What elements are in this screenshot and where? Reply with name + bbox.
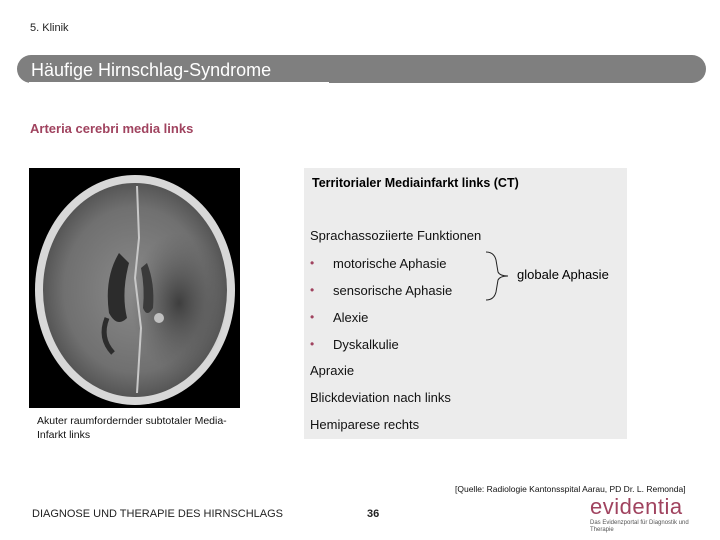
bracket-label: globale Aphasie: [517, 267, 609, 282]
slide-title: Häufige Hirnschlag-Syndrome: [31, 60, 272, 80]
bullet-text: Dyskalkulie: [333, 337, 399, 352]
title-underline: [29, 82, 329, 84]
page-number: 36: [367, 508, 380, 520]
info-line: Hemiparese rechts: [310, 417, 420, 432]
language-functions-heading: Sprachassoziierte Funktionen: [310, 228, 482, 243]
logo-tagline: Das Evidenzportal für Diagnostik und Therapie: [590, 520, 689, 533]
bullet-text: motorische Aphasie: [333, 256, 447, 271]
bullet-marker: •: [310, 310, 315, 324]
footer-title: DIAGNOSE UND THERAPIE DES HIRNSCHLAGS: [32, 508, 284, 520]
bullet-marker: •: [310, 283, 315, 297]
info-box-title: Territorialer Mediainfarkt links (CT): [312, 176, 519, 190]
info-line: Blickdeviation nach links: [310, 390, 451, 405]
bullet-text: sensorische Aphasie: [333, 283, 453, 298]
bullet-text: Alexie: [333, 310, 369, 325]
evidentia-logo: evidentia: [590, 494, 683, 519]
bullet-marker: •: [310, 256, 315, 270]
chapter-label: 5. Klinik: [30, 22, 69, 34]
slide-subtitle: Arteria cerebri media links: [30, 121, 194, 136]
bullet-marker: •: [310, 337, 315, 351]
ct-scan-graphic: [29, 168, 240, 408]
source-citation: [Quelle: Radiologie Kantonsspital Aarau, PD Dr. L. Remonda]: [455, 484, 686, 494]
image-caption: Akuter raumfordernder subtotaler Media-Infarkt links: [37, 415, 227, 441]
brace-icon: [484, 250, 514, 302]
title-bar: [17, 55, 706, 83]
ct-scan-image: [29, 168, 240, 408]
info-line: Apraxie: [310, 363, 355, 378]
